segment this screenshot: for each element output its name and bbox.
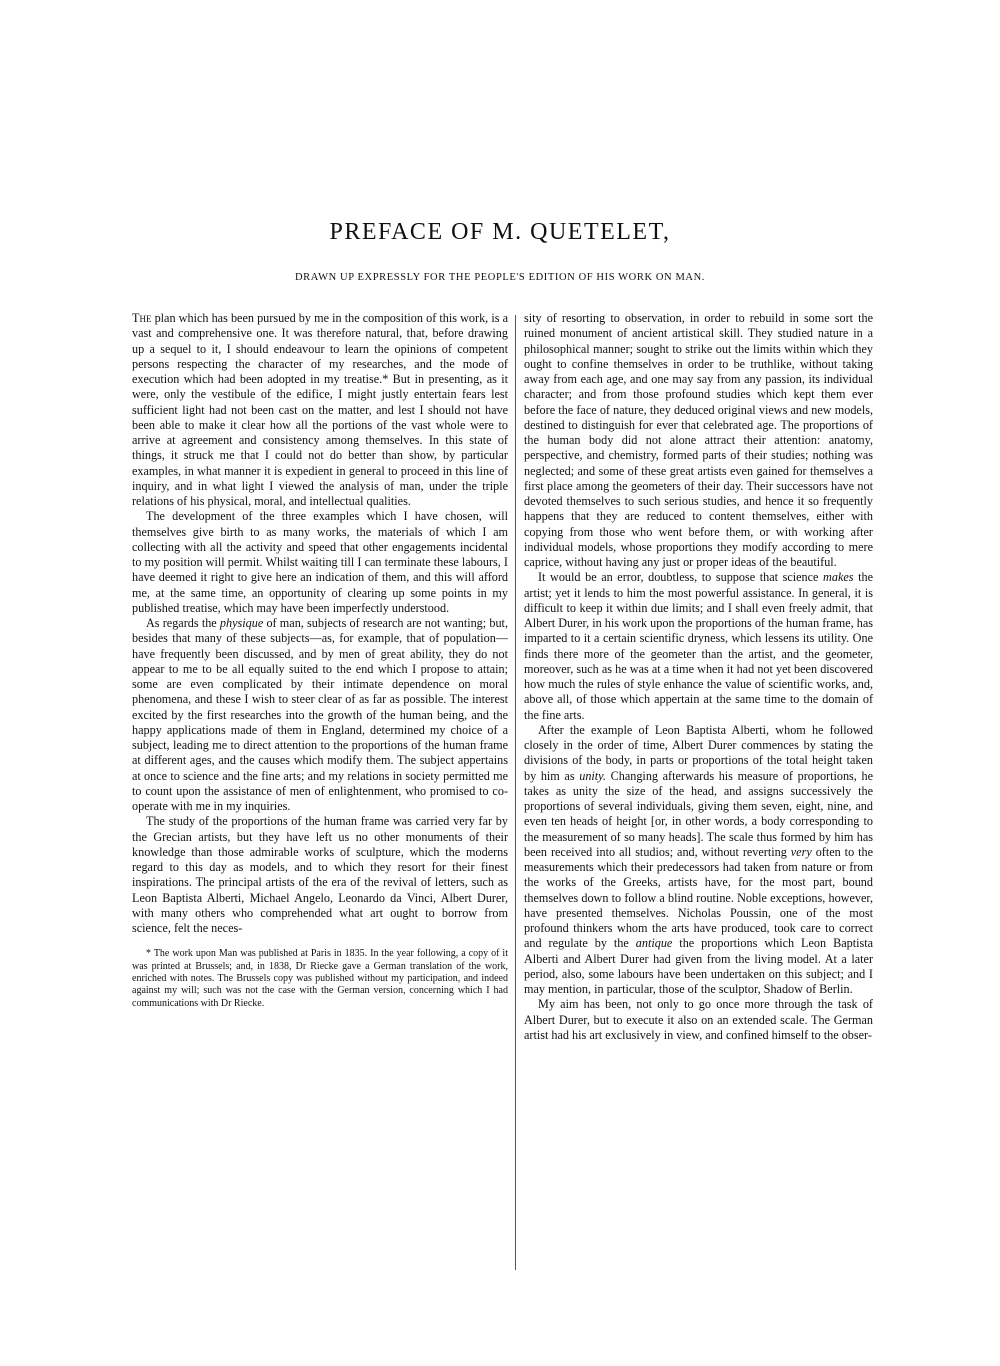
page-title: PREFACE OF M. QUETELET, [329,219,671,245]
paragraph: The plan which has been pursued by me in the composition of this work, is a vast and comprehensive one. It was therefore natural, that, before drawing up a sequel to it, I should endeavour to learn the opinions of competent persons respecting the character of my researches, and the mode of execution which had been adopted in my treatise.* But in presenting, as it were, only the vestibule of the edifice, I might justly entertain fears lest sufficient light had not been cast on the matter, and lest I should not have been able to make it clear how all the portions of the vast whole were to arrive at agreement and consistency among themselves. In this state of things, it struck me that I could not do better than show, by particular examples, in what manner it is expedient in general to proceed in this line of inquiry, and in what light I viewed the analysis of man, under the triple relations of his physical, moral, and intellectual qualities. [132,311,508,508]
lead-word: The [132,311,152,325]
column-divider [515,315,516,1270]
footnote-text: * The work upon Man was published at Paris in 1835. In the year following, a copy of it was printed at Brussels; and, in 1838, Dr Riecke gave a German translation of the work, enriched with notes. The Brussels copy was published without my participation, and indeed against my will; such was not the case with the German version, concerning which I had communications with Dr Riecke. [132,948,508,1009]
paragraph: The development of the three examples which I have chosen, will themselves give birth to as many works, the materials of which I am collecting with all the activity and speed that other engagements incidental to my position will permit. Whilst waiting till I can terminate these labours, I have deemed it right to give here an indication of them, and this will afford me, at the same time, an opportunity of clearing up some points in my published treatise, which may have been imperfectly understood. [132,509,508,615]
paragraph: After the example of Leon Baptista Alberti, whom he followed closely in the order of time, Albert Durer commences by stating the divisions of the body, in parts or proportions of the total height taken by him as unity. Changing afterwards his measure of proportions, he takes as unity the size of the head, and assigns successively the proportions of several individuals, giving them seven, eight, nine, and even ten heads of height [or, in other words, a body corresponding to the measurement of so many heads]. The scale thus formed by him has been received into all studios; and, without reverting very often to the measurements which their predecessors had taken from nature or from the works of the Greeks, artists have, for the most part, bound themselves down to follow a blind routine. Noble exceptions, however, have presented themselves. Nicholas Poussin, one of the most profound thinkers whom the arts have produced, took care to correct and regulate by the antique the proportions which Leon Baptista Alberti and Albert Durer had given from the living model. At a later period, also, some labours have been undertaken on this subject; and I may mention, in particular, those of the sculptor, Shadow of Berlin. [524,722,874,996]
paragraph: My aim has been, not only to go once more through the task of Albert Durer, but to execute it also on an extended scale. The German artist had his art exclusively in view, and confined himself to the obser- [524,997,873,1042]
paragraph: sity of resorting to observation, in order to rebuild in some sort the ruined monument of ancient artistical skill. They studied nature in a philosophical manner; sought to strike out the limits within which they ought to confine themselves in order to be truthlike, without taking away from each age, and one may say from any passion, its individual character; and from those profound studies which kept them ever before the face of nature, they deduced original views and new models, destined to distinguish for ever that celebrated age. The proportions of the human body did not alone attract their attention: anatomy, perspective, and chemistry, formed parts of their studies; nothing was neglected; and some of these great artists even gained for themselves a first place among the geometers of their day. Their successors have not devoted themselves to such serious studies, and hence it so frequently happens that they are reduced to content themselves, either with copying from those who went before them, or with working after individual models, whose proportions they modify according to mere caprice, without having any just or proper ideas of the beautiful. [524,311,873,569]
left-column [132,311,508,1010]
paragraph: It would be an error, doubtless, to suppose that science makes the artist; yet it lends to him the most powerful assistance. In general, it is difficult to keep it within due limits; and I shall even freely admit, that Albert Durer, in his work upon the proportions of the human frame, has imparted to it a certain scientific dryness, which lessens its utility. One finds there more of the geometer than the artist, and the geometer, moreover, such as he was at a time when it had not yet been discovered how much the rules of style enhance the value of scientific works, and, above all, of those which appertain at the same time to the domain of the fine arts. [524,570,873,722]
paragraph: The study of the proportions of the human frame was carried very far by the Grecian artists, but they have left us no other monuments of their knowledge than those admirable works of sculpture, which the moderns regard to this day as models, and to which they resort for their finest inspirations. The principal artists of the era of the revival of letters, such as Leon Baptista Alberti, Michael Angelo, Leonardo da Vinci, Albert Durer, with many others who comprehended what art ought to borrow from science, felt the neces- [132,814,508,935]
paragraph: As regards the physique of man, subjects of research are not wanting; but, besides that many of these subjects—as, for example, that of population—have frequently been discussed, and by men of great ability, they do not appear to me to be all equally suited to the end which I propose to attain; some are even complicated by their intimate dependence on moral phenomena, and these I wish to steer clear of as far as possible. The interest excited by the first researches into the growth of the human being, and the happy applications made of them in England, determined my choice of a subject, leading me to direct attention to the proportions of the human frame at different ages, and the causes which modify them. The subject appertains at once to science and the fine arts; and my relations in society permitted me to count upon the assistance of men of enlightenment, who promised to co-operate with me in my inquiries. [132,616,508,813]
page-subtitle: DRAWN UP EXPRESSLY FOR THE PEOPLE'S EDITION OF HIS WORK ON MAN. [295,272,705,283]
footnote [132,948,508,1010]
right-column [524,311,873,1043]
